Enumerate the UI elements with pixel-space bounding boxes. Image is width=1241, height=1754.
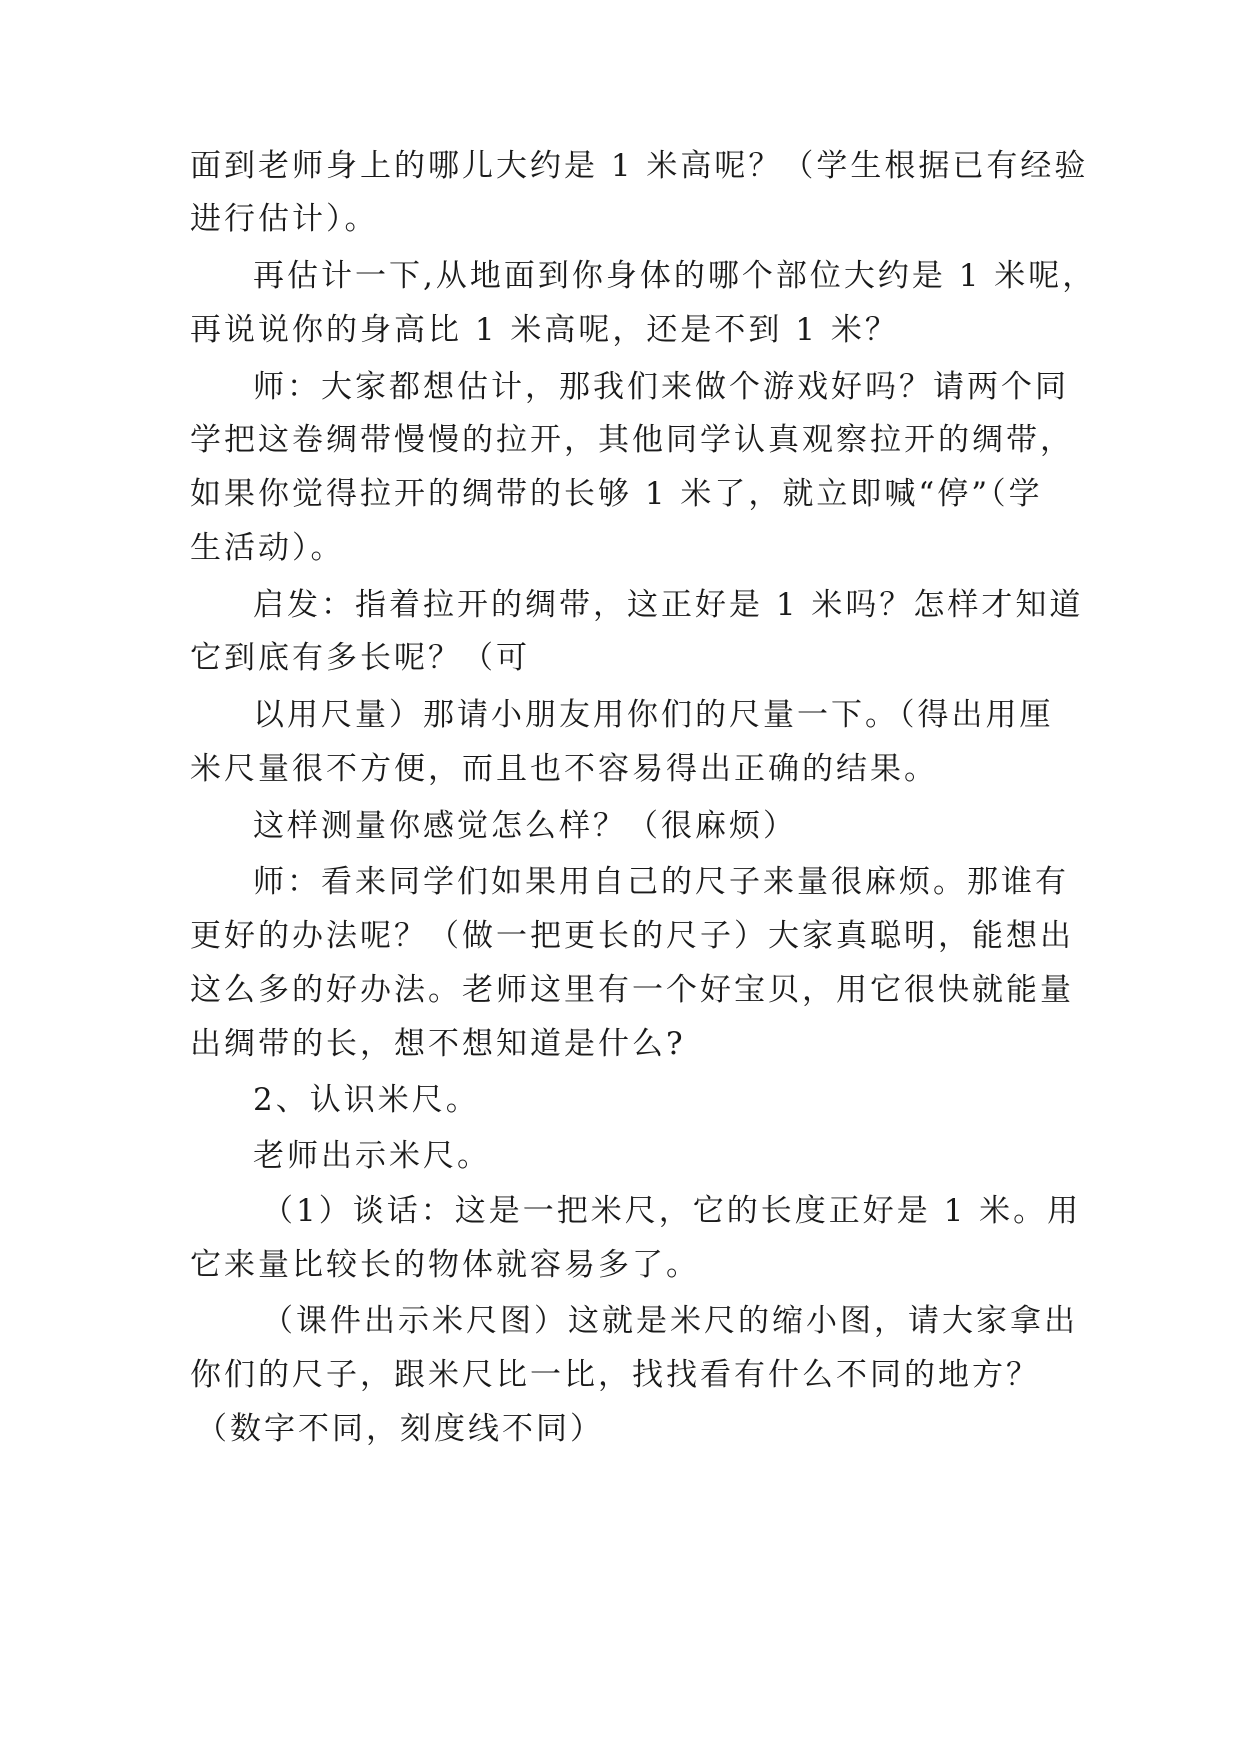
text-line: 学把这卷绸带慢慢的拉开，其他同学认真观察拉开的绸带， (190, 422, 1074, 458)
text-line: 再估计一下,从地面到你身体的哪个部位大约是 1 米呢， (253, 258, 1097, 294)
text-line: （数字不同，刻度线不同） (196, 1411, 604, 1447)
text-line: （课件出示米尺图）这就是米尺的缩小图，请大家拿出 (262, 1303, 1078, 1339)
text-line: 这么多的好办法。老师这里有一个好宝贝，用它很快就能量 (190, 972, 1074, 1008)
text-line: 米尺量很不方便，而且也不容易得出正确的结果。 (190, 751, 938, 787)
text-line: 以用尺量）那请小朋友用你们的尺量一下。（得出用厘 (253, 697, 1054, 733)
text-line: 它来量比较长的物体就容易多了。 (190, 1247, 700, 1283)
text-line: 师：大家都想估计，那我们来做个游戏好吗？请两个同 (253, 369, 1069, 405)
text-line: 老师出示米尺。 (253, 1138, 491, 1174)
text-line: 师：看来同学们如果用自己的尺子来量很麻烦。那谁有 (253, 864, 1069, 900)
text-line: 更好的办法呢？（做一把更长的尺子）大家真聪明，能想出 (190, 918, 1074, 954)
text-line: 这样测量你感觉怎么样？（很麻烦） (253, 808, 797, 844)
text-line: 生活动）。 (190, 530, 345, 566)
text-line: 面到老师身上的哪儿大约是 1 米高呢？（学生根据已有经验 (190, 148, 1089, 184)
text-line: 再说说你的身高比 1 米高呢，还是不到 1 米？ (190, 312, 899, 348)
text-line: 它到底有多长呢？（可 (190, 640, 530, 676)
text-line: （1）谈话：这是一把米尺，它的长度正好是 1 米。用 (262, 1193, 1082, 1229)
text-line: 2、认识米尺。 (253, 1082, 480, 1118)
text-line: 出绸带的长，想不想知道是什么? (190, 1026, 686, 1062)
text-line: 进行估计）。 (190, 201, 379, 237)
text-line: 你们的尺子，跟米尺比一比，找找看有什么不同的地方？ (190, 1357, 1040, 1393)
text-line: 如果你觉得拉开的绸带的长够 1 米了，就立即喊“停”（学 (190, 476, 1043, 512)
text-line: 启发：指着拉开的绸带，这正好是 1 米吗？怎样才知道 (253, 587, 1084, 623)
